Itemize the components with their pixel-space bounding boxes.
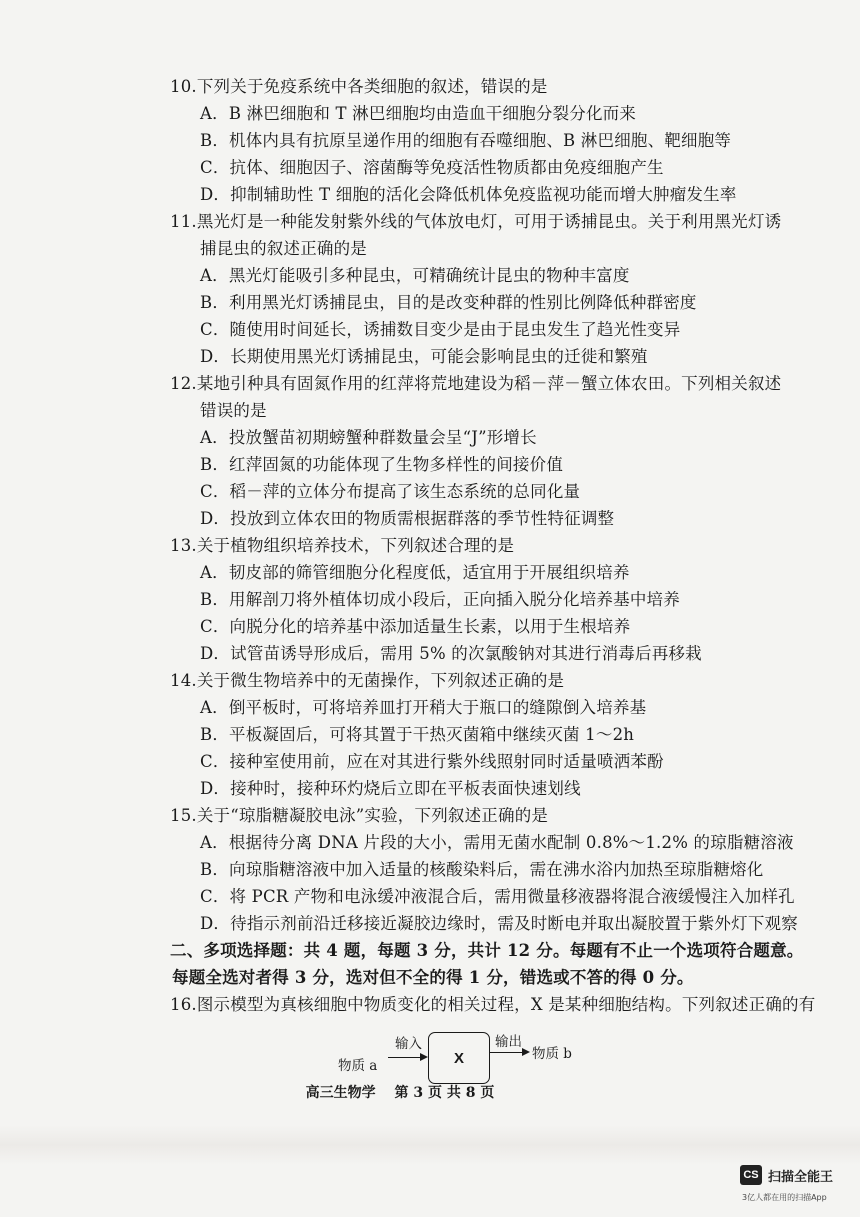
diagram-substance-a: 物质 a [338, 1058, 378, 1074]
question-13-option-b: B．用解剖刀将外植体切成小段后，正向插入脱分化培养基中培养 [200, 590, 680, 609]
question-11-option-b: B．利用黑光灯诱捕昆虫，目的是改变种群的性别比例降低种群密度 [200, 293, 697, 312]
question-13-option-a: A．韧皮部的筛管细胞分化程度低，适宜用于开展组织培养 [200, 563, 630, 582]
question-15-option-d: D．待指示剂前沿迁移接近凝胶边缘时，需及时断电并取出凝胶置于紫外灯下观察 [200, 914, 798, 933]
question-10-option-a: A．B 淋巴细胞和 T 淋巴细胞均由造血干细胞分裂分化而来 [200, 104, 637, 123]
question-14-option-d: D．接种时，接种环灼烧后立即在平板表面快速划线 [200, 779, 581, 798]
section-header-line2: 每题全选对者得 3 分，选对但不全的得 1 分，错选或不答的得 0 分。 [172, 968, 694, 987]
question-10-stem: 10.下列关于免疫系统中各类细胞的叙述，错误的是 [170, 77, 548, 96]
diagram-structure-x: X [428, 1032, 490, 1084]
question-14-option-b: B．平板凝固后，可将其置于干热灭菌箱中继续灭菌 1～2h [200, 725, 635, 744]
question-12-stem-line1: 12.某地引种具有固氮作用的红萍将荒地建设为稻－萍－蟹立体农田。下列相关叙述 [170, 374, 782, 393]
diagram-input-label: 输入 [395, 1036, 422, 1052]
diagram-input-arrow [388, 1057, 426, 1058]
question-13-option-c: C．向脱分化的培养基中添加适量生长素，以用于生根培养 [200, 617, 631, 636]
question-15-option-c: C．将 PCR 产物和电泳缓冲液混合后，需用微量移液器将混合液缓慢注入加样孔 [200, 887, 795, 906]
section-header-line1: 二、多项选择题：共 4 题，每题 3 分，共计 12 分。每题有不止一个选项符合题意。 [170, 941, 804, 960]
question-12-option-b: B．红萍固氮的功能体现了生物多样性的间接价值 [200, 455, 564, 474]
page-footer: 高三生物学 第 3 页 共 8 页 [305, 1085, 495, 1101]
question-14-option-a: A．倒平板时，可将培养皿打开稍大于瓶口的缝隙倒入培养基 [200, 698, 647, 717]
camscanner-logo-icon: CS [740, 1165, 762, 1185]
question-11-stem-line2: 捕昆虫的叙述正确的是 [200, 239, 367, 258]
question-12-option-d: D．投放到立体农田的物质需根据群落的季节性特征调整 [200, 509, 615, 528]
diagram-output-label: 输出 [495, 1034, 522, 1050]
question-15-option-b: B．向琼脂糖溶液中加入适量的核酸染料后，需在沸水浴内加热至琼脂糖熔化 [200, 860, 764, 879]
question-10-option-c: C．抗体、细胞因子、溶菌酶等免疫活性物质都由免疫细胞产生 [200, 158, 664, 177]
question-10-option-b: B．机体内具有抗原呈递作用的细胞有吞噬细胞、B 淋巴细胞、靶细胞等 [200, 131, 732, 150]
question-11-stem-line1: 11.黑光灯是一种能发射紫外线的气体放电灯，可用于诱捕昆虫。关于利用黑光灯诱 [170, 212, 782, 231]
question-14-stem: 14.关于微生物培养中的无菌操作，下列叙述正确的是 [170, 671, 565, 690]
scanner-watermark [740, 1165, 833, 1185]
scan-shadow [0, 1125, 860, 1165]
question-13-stem: 13.关于植物组织培养技术，下列叙述合理的是 [170, 536, 515, 555]
diagram-substance-b: 物质 b [532, 1046, 572, 1062]
question-11-option-c: C．随使用时间延长，诱捕数目变少是由于昆虫发生了趋光性变异 [200, 320, 681, 339]
question-12-option-c: C．稻－萍的立体分布提高了该生态系统的总同化量 [200, 482, 581, 501]
question-12-stem-line2: 错误的是 [200, 401, 267, 420]
scanner-app-name: 扫描全能王 [768, 1169, 834, 1185]
scanner-tagline: 3亿人都在用的扫描App [742, 1193, 827, 1202]
question-14-option-c: C．接种室使用前，应在对其进行紫外线照射同时适量喷洒苯酚 [200, 752, 664, 771]
question-11-option-a: A．黑光灯能吸引多种昆虫，可精确统计昆虫的物种丰富度 [200, 266, 630, 285]
process-diagram [340, 1030, 600, 1090]
diagram-output-arrow [490, 1052, 528, 1053]
question-13-option-d: D．试管苗诱导形成后，需用 5% 的次氯酸钠对其进行消毒后再移栽 [200, 644, 702, 663]
question-10-option-d: D．抑制辅助性 T 细胞的活化会降低机体免疫监视功能而增大肿瘤发生率 [200, 185, 737, 204]
question-12-option-a: A．投放蟹苗初期螃蟹种群数量会呈“J”形增长 [200, 428, 537, 447]
question-15-option-a: A．根据待分离 DNA 片段的大小，需用无菌水配制 0.8%～1.2% 的琼脂糖溶液 [200, 833, 794, 852]
question-11-option-d: D．长期使用黑光灯诱捕昆虫，可能会影响昆虫的迁徙和繁殖 [200, 347, 648, 366]
question-15-stem: 15.关于“琼脂糖凝胶电泳”实验，下列叙述正确的是 [170, 806, 549, 825]
question-16-stem: 16.图示模型为真核细胞中物质变化的相关过程，X 是某种细胞结构。下列叙述正确的有 [170, 995, 816, 1014]
